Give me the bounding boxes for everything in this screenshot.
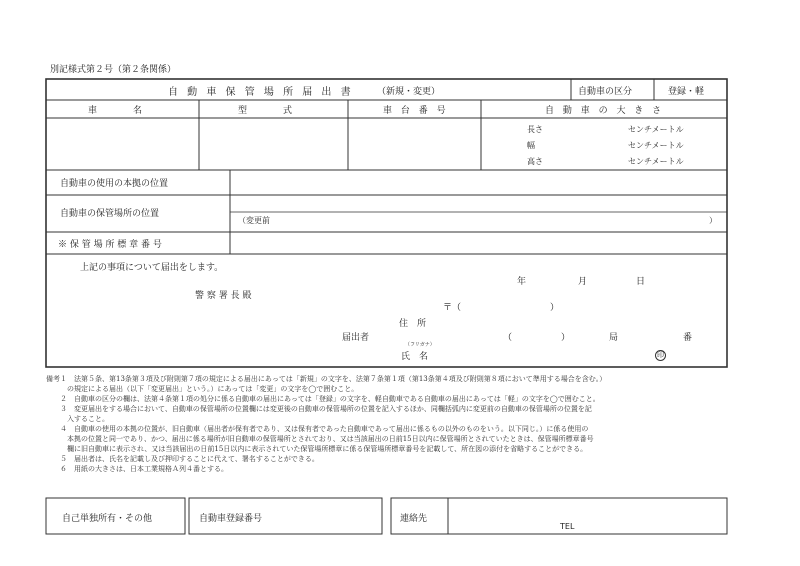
note-line: 入すること。 — [46, 415, 109, 423]
date-year-label: 年 — [517, 277, 527, 287]
contact-field[interactable] — [449, 499, 726, 533]
note-line: ５ 届出者は、氏名を記載し及び押印することに代えて、署名することができる。 — [46, 455, 319, 463]
col-chassis-number: 車 台 番 号 — [383, 106, 449, 116]
phone-open: （ — [503, 333, 513, 343]
base-location-field[interactable] — [231, 171, 726, 194]
note-line: の規定による届出（以下「変更届出」という。）にあっては「変更」の文字を◯で囲むこと。 — [46, 385, 359, 393]
col-model: 型 式 — [238, 106, 293, 116]
registration-number-label: 自動車登録番号 — [199, 514, 263, 524]
declaration-statement: 上記の事項について届出をします。 — [80, 263, 224, 273]
sign-number-field[interactable] — [231, 233, 726, 253]
vehicle-category-label: 自動車の区分 — [578, 87, 633, 97]
form-title: 自 動 車 保 管 場 所 届 出 書 — [168, 87, 354, 98]
dim-width-unit: センチメートル — [628, 141, 684, 150]
dim-height-unit: センチメートル — [628, 157, 684, 166]
address-label: 住 所 — [399, 319, 427, 329]
note-line: ２ 自動車の区分の欄は、法第４条第１項の処分に係る自動車の届出にあっては「登録」の文字を、軽自動車である自動車の届出にあっては「軽」の文字を◯で囲むこと。 — [46, 395, 600, 403]
registration-number-field[interactable] — [278, 499, 381, 533]
dim-length-label: 長さ — [527, 125, 543, 134]
tel-label: TEL — [560, 522, 575, 531]
phone-bureau: 局 — [609, 333, 619, 343]
addressee: 警 察 署 長 殿 — [195, 291, 252, 301]
base-location-label: 自動車の使用の本拠の位置 — [60, 179, 169, 189]
furigana-label: （フリガナ） — [405, 342, 435, 348]
contact-label: 連絡先 — [400, 514, 428, 524]
note-line: 備考１ 法第５条、第13条第３項及び附則第７項の規定による届出にあっては「新規」の文字を、法第７条第１項（第13条第４項及び附則第８項において準用する場合を含む。） — [46, 375, 607, 383]
col-car-name: 車 名 — [88, 106, 143, 116]
note-line: ３ 変更届出をする場合において、自動車の保管場所の位置欄には変更後の自動車の保管場所の位置を記入するほか、同欄括弧内に変更前の自動車の保管場所の位置を記 — [46, 405, 592, 413]
chassis-number-field[interactable] — [349, 119, 480, 169]
ownership-label: 自己単独所有・その他 — [62, 514, 153, 524]
note-line: ６ 用紙の大きさは、日本工業規格Ａ列４番とする。 — [46, 465, 228, 473]
storage-location-field[interactable] — [231, 196, 726, 211]
phone-close: ） — [561, 333, 571, 343]
postal-code-open: 〒（ — [443, 303, 462, 313]
name-label: 氏 名 — [401, 352, 429, 362]
sign-number-label: ※ 保 管 場 所 標 章 番 号 — [58, 240, 162, 250]
model-field[interactable] — [200, 119, 347, 169]
date-day-label: 日 — [636, 277, 646, 287]
date-month-label: 月 — [578, 277, 588, 287]
dim-width-label: 幅 — [527, 141, 535, 150]
note-line: 本拠の位置と同一であり、かつ、届出に係る場所が旧自動車の保管場所とされており、又は当該届出の日前15日以内に保管場所とされていたときは、保管場所標章番号 — [46, 435, 594, 443]
phone-number-label: 番 — [683, 333, 693, 343]
vehicle-category-value: 登録・軽 — [668, 87, 705, 97]
form-label: 別記様式第２号（第２条関係） — [50, 65, 177, 75]
form-title-suffix: （新規・変更） — [377, 87, 441, 97]
filer-label: 届出者 — [342, 333, 370, 343]
postal-code-close: ） — [550, 303, 560, 313]
storage-location-label: 自動車の保管場所の位置 — [60, 209, 160, 219]
previous-location-suffix: ） — [709, 216, 717, 225]
col-size: 自 動 車 の 大 き さ — [545, 106, 665, 116]
dim-height-label: 高さ — [527, 157, 543, 166]
note-line: ４ 自動車の使用の本拠の位置が、旧自動車（届出者が保有者であり、又は保有者であった自動車であって届出に係るもの以外のものをいう。以下同じ。）に係る使用の — [46, 425, 589, 433]
car-name-field[interactable] — [47, 119, 198, 169]
seal-mark: 印 — [657, 351, 664, 359]
note-line: 欄に旧自動車に表示され、又は当該届出の日前15日以内に表示されていた保管場所標章に係る保管場所標章番号を記載して、所在図の添付を省略することができる。 — [46, 445, 588, 453]
previous-location-prefix: （変更前 — [238, 216, 270, 225]
notes — [46, 374, 606, 474]
dim-length-unit: センチメートル — [628, 125, 684, 134]
